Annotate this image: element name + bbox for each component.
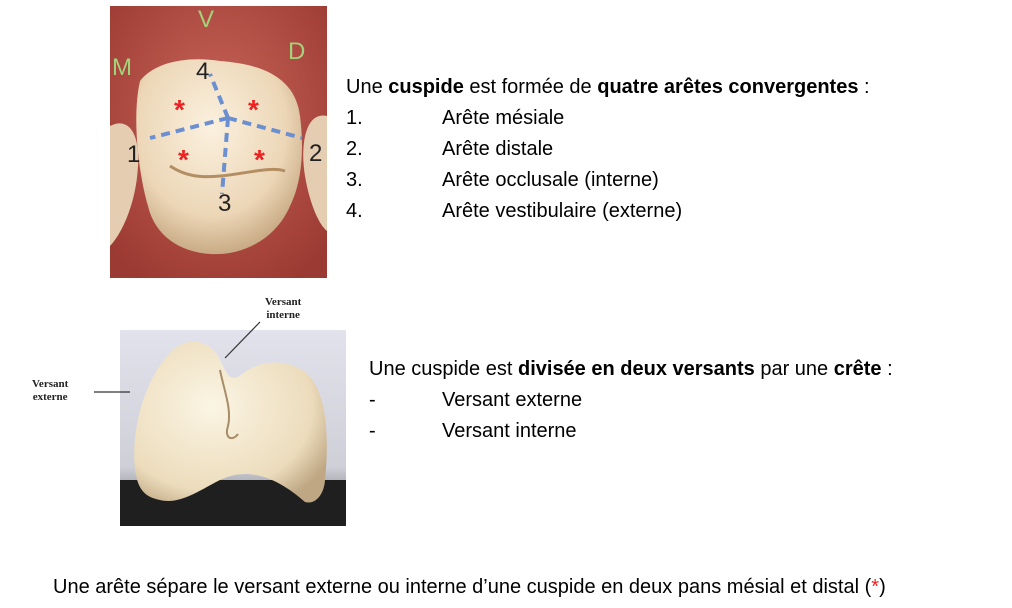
caption-versant-interne [265,296,301,322]
asterisk-marker: * [174,94,185,125]
list-label: Arête mésiale [442,107,565,129]
asterisk-marker: * [248,94,259,125]
list-number: 3. [346,169,363,191]
lateral-tooth-drawing [120,330,346,526]
list-label: Versant interne [442,420,577,442]
caption-line: externe [32,391,68,403]
edge-number-1: 1 [127,141,141,168]
edge-number-3: 3 [218,190,232,217]
label-mesial: M [112,54,132,81]
label-distal: D [288,38,306,65]
list-item [346,103,870,134]
lateral-tooth-image [120,330,346,526]
versants-section [369,353,893,446]
list-number: 2. [346,138,363,160]
intro-text: : [881,358,893,380]
list-item [346,134,870,165]
intro-bold-term: divisée en deux versants [517,358,755,380]
list-bullet: - [369,420,376,442]
caption-versant-externe [32,378,68,404]
asterisk-marker: * [178,144,189,175]
list-number: 1. [346,107,363,129]
list-item [346,165,870,196]
list-bullet: - [369,389,376,411]
intro-text: Une [346,76,389,98]
list-label: Versant externe [442,389,583,411]
aretes-section [346,72,870,227]
label-vestibular: V [198,6,215,33]
intro-bold-term: crête [833,358,882,380]
list-item [369,415,893,446]
asterisk-marker: * [254,144,265,175]
footer-sentence [53,576,886,599]
edge-number-2: 2 [309,140,323,167]
intro-bold-term: quatre arêtes convergentes [597,76,859,98]
list-label: Arête occlusale (interne) [442,169,659,191]
caption-line: interne [266,309,300,321]
list-number: 4. [346,200,363,222]
intro-bold-term: cuspide [388,76,464,98]
intro-text: : [858,76,870,98]
caption-line: Versant [265,296,302,308]
intro-text: Une cuspide est [369,358,518,380]
footer-close-paren: ) [879,576,886,598]
occlusal-tooth-image [110,6,327,278]
versants-intro [369,353,893,384]
footer-asterisk: * [871,576,880,598]
intro-text: par une [754,358,834,380]
aretes-intro [346,72,870,103]
list-item [369,384,893,415]
edge-number-4: 4 [196,58,210,85]
footer-text: Une arête sépare le versant externe ou interne d’une cuspide en deux pans mésial et distal ( [53,576,872,598]
caption-line: Versant [32,378,69,390]
intro-text: est formée de [463,76,598,98]
list-label: Arête vestibulaire (externe) [442,200,683,222]
list-item [346,196,870,227]
list-label: Arête distale [442,138,554,160]
